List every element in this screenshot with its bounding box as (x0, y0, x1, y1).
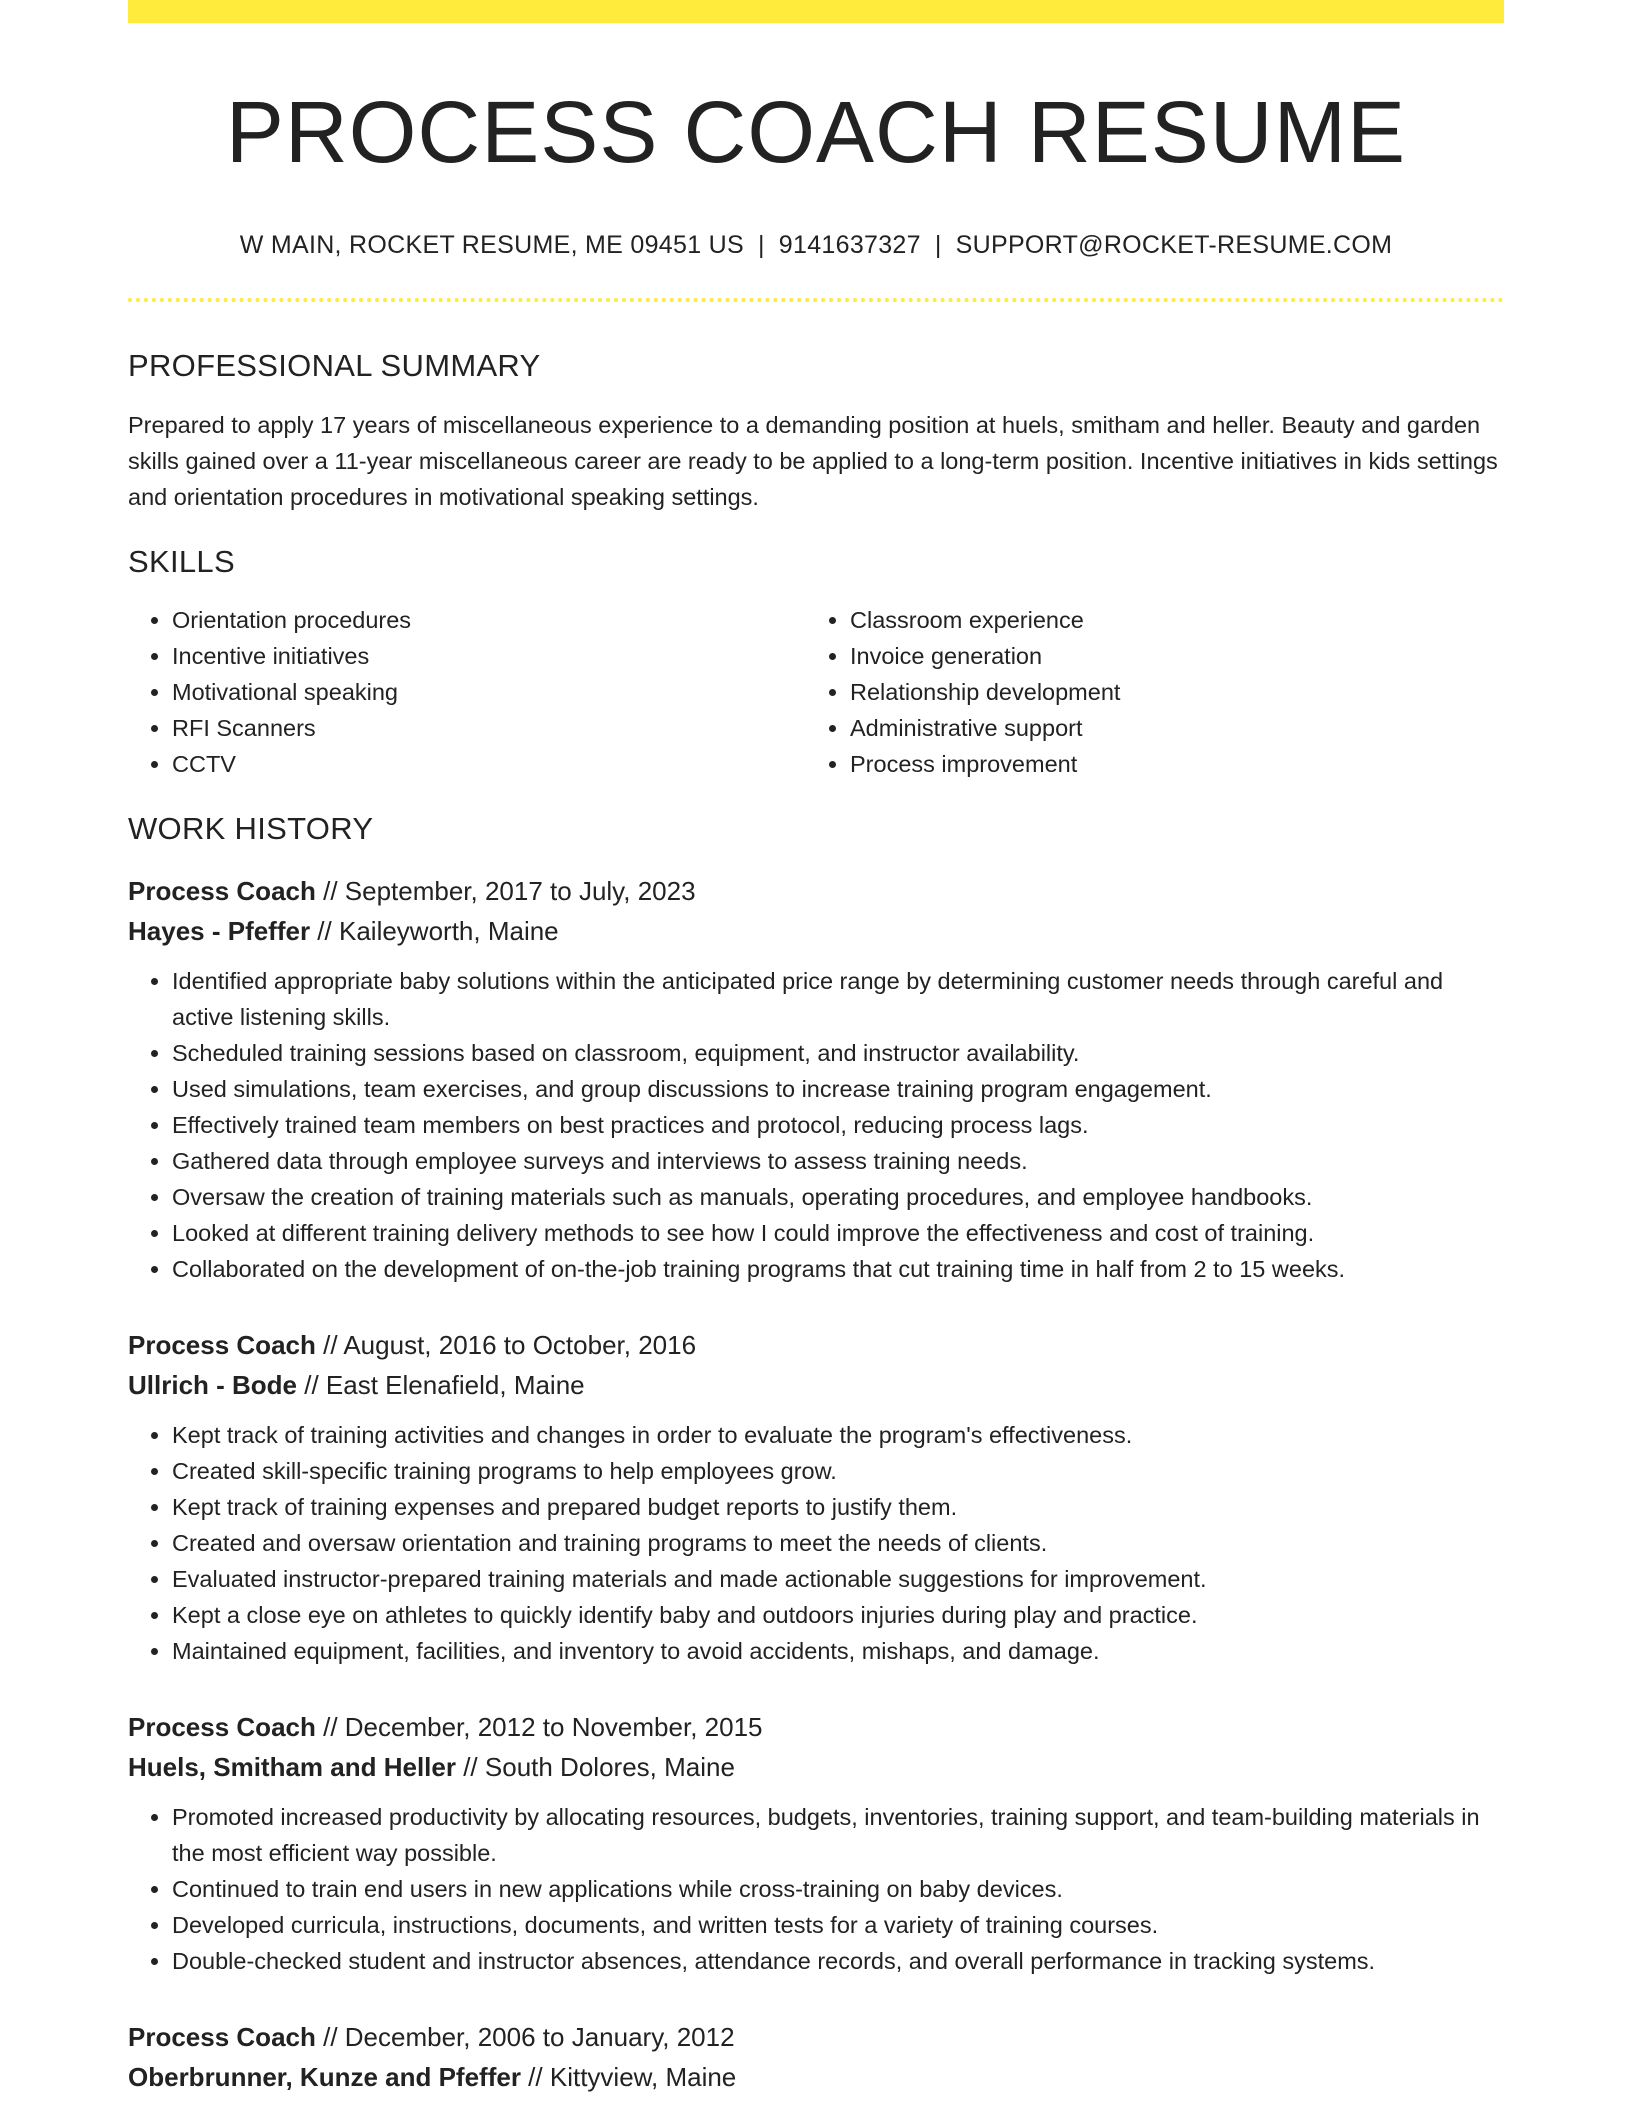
top-accent-bar (128, 0, 1504, 23)
job-separator: // (455, 1751, 485, 1782)
duty-item: • Effectively trained team members on best practices and protocol, reducing process lags. (172, 1107, 1504, 1143)
dotted-divider (128, 298, 1504, 302)
job-title: Process Coach (128, 1329, 316, 1360)
skill-item: • Invoice generation (850, 638, 1484, 674)
job-dates: December, 2012 to November, 2015 (344, 1711, 763, 1742)
skill-item: • Relationship development (850, 674, 1484, 710)
job-entry (128, 871, 1504, 1287)
job-company-line (128, 1365, 1504, 1405)
job-separator: // (315, 875, 345, 906)
skill-item: • Orientation procedures (172, 602, 806, 638)
duty-item: • Collaborated on the development of on-the-job training programs that cut training time in half from 2 to 15 weeks. (172, 1251, 1504, 1287)
duty-item: • Developed curricula, instructions, documents, and written tests for a variety of training courses. (172, 1907, 1504, 1943)
skill-item: • Classroom experience (850, 602, 1484, 638)
duty-item: • Double-checked student and instructor absences, attendance records, and overall performance in tracking systems. (172, 1943, 1504, 1979)
duty-item: • Continued to train end users in new applications while cross-training on baby devices. (172, 1871, 1504, 1907)
duty-item: • Maintained equipment, facilities, and inventory to avoid accidents, mishaps, and damage. (172, 1633, 1504, 1669)
job-title: Process Coach (128, 875, 316, 906)
job-title: Process Coach (128, 1711, 316, 1742)
resume-title: PROCESS COACH RESUME (225, 84, 1407, 181)
job-title: Process Coach (128, 2021, 316, 2052)
resume-page (128, 0, 1504, 2097)
job-company-line (128, 2057, 1504, 2097)
duty-item: • Created skill-specific training programs to help employees grow. (172, 1453, 1504, 1489)
job-location: South Dolores, Maine (484, 1751, 735, 1782)
job-duties (128, 1417, 1504, 1669)
job-entry (128, 2017, 1504, 2097)
job-location: Kittyview, Maine (549, 2061, 737, 2092)
job-entry (128, 1707, 1504, 1979)
job-dates: August, 2016 to October, 2016 (343, 1329, 697, 1360)
duty-item: • Promoted increased productivity by allocating resources, budgets, inventories, training support, and team-building materials in the most efficient way possible. (172, 1799, 1504, 1871)
skills-heading: SKILLS (128, 543, 235, 579)
duty-item: • Kept track of training expenses and prepared budget reports to justify them. (172, 1489, 1504, 1525)
job-separator: // (315, 2021, 345, 2052)
job-company: Huels, Smitham and Heller (128, 1751, 456, 1782)
job-separator: // (297, 1369, 326, 1400)
skill-item: • RFI Scanners (172, 710, 806, 746)
job-duties (128, 1799, 1504, 1979)
contact-email: SUPPORT@ROCKET-RESUME.COM (955, 231, 1393, 260)
duty-item: • Used simulations, team exercises, and group discussions to increase training program engagement. (172, 1071, 1504, 1107)
skills-column-right (806, 602, 1484, 782)
job-title-line (128, 2017, 1504, 2057)
skill-item: • Incentive initiatives (172, 638, 806, 674)
job-company: Ullrich - Bode (128, 1369, 298, 1400)
job-company-line (128, 911, 1504, 951)
duty-item: • Identified appropriate baby solutions within the anticipated price range by determining customer needs through careful and active listening skills. (172, 963, 1504, 1035)
contact-separator: | (934, 231, 942, 260)
summary-text: Prepared to apply 17 years of miscellaneous experience to a demanding position at huels, smitham and heller. Beauty and garden skills gained over a 11-year miscellaneous career are ready to be applied to a long-term position. Incentive initiatives in kids settings and orientation procedures in motivational speaking settings. (128, 411, 1498, 510)
duty-item: • Oversaw the creation of training materials such as manuals, operating procedures, and employee handbooks. (172, 1179, 1504, 1215)
skill-item: • CCTV (172, 746, 806, 782)
duty-item: • Kept a close eye on athletes to quickly identify baby and outdoors injuries during play and practice. (172, 1597, 1504, 1633)
job-title-line (128, 871, 1504, 911)
job-company: Oberbrunner, Kunze and Pfeffer (128, 2061, 521, 2092)
contact-address: W MAIN, ROCKET RESUME, ME 09451 US (239, 231, 744, 260)
job-company-line (128, 1747, 1504, 1787)
summary-heading: PROFESSIONAL SUMMARY (128, 348, 541, 384)
skill-item: • Process improvement (850, 746, 1484, 782)
job-location: East Elenafield, Maine (325, 1369, 585, 1400)
skill-item: • Motivational speaking (172, 674, 806, 710)
job-separator: // (310, 915, 339, 946)
skills-list (128, 602, 1504, 782)
job-title-line (128, 1325, 1504, 1365)
job-separator: // (520, 2061, 550, 2092)
job-company: Hayes - Pfeffer (128, 915, 311, 946)
job-separator: // (315, 1329, 344, 1360)
duty-item: • Created and oversaw orientation and training programs to meet the needs of clients. (172, 1525, 1504, 1561)
job-dates: September, 2017 to July, 2023 (344, 875, 696, 906)
contact-separator: | (758, 231, 765, 260)
job-location: Kaileyworth, Maine (338, 915, 559, 946)
job-dates: December, 2006 to January, 2012 (344, 2021, 735, 2052)
duty-item: • Kept track of training activities and changes in order to evaluate the program's effectiveness. (172, 1417, 1504, 1453)
work-history-heading: WORK HISTORY (128, 810, 374, 846)
job-separator: // (315, 1711, 345, 1742)
duty-item: • Scheduled training sessions based on classroom, equipment, and instructor availability. (172, 1035, 1504, 1071)
job-entry (128, 1325, 1504, 1669)
duty-item: • Looked at different training delivery methods to see how I could improve the effectiveness and cost of training. (172, 1215, 1504, 1251)
contact-phone: 9141637327 (778, 231, 921, 260)
job-title-line (128, 1707, 1504, 1747)
duty-item: • Evaluated instructor-prepared training materials and made actionable suggestions for improvement. (172, 1561, 1504, 1597)
skills-column-left (128, 602, 806, 782)
duty-item: • Gathered data through employee surveys and interviews to assess training needs. (172, 1143, 1504, 1179)
contact-line (128, 230, 1504, 260)
skill-item: • Administrative support (850, 710, 1484, 746)
job-duties (128, 963, 1504, 1287)
